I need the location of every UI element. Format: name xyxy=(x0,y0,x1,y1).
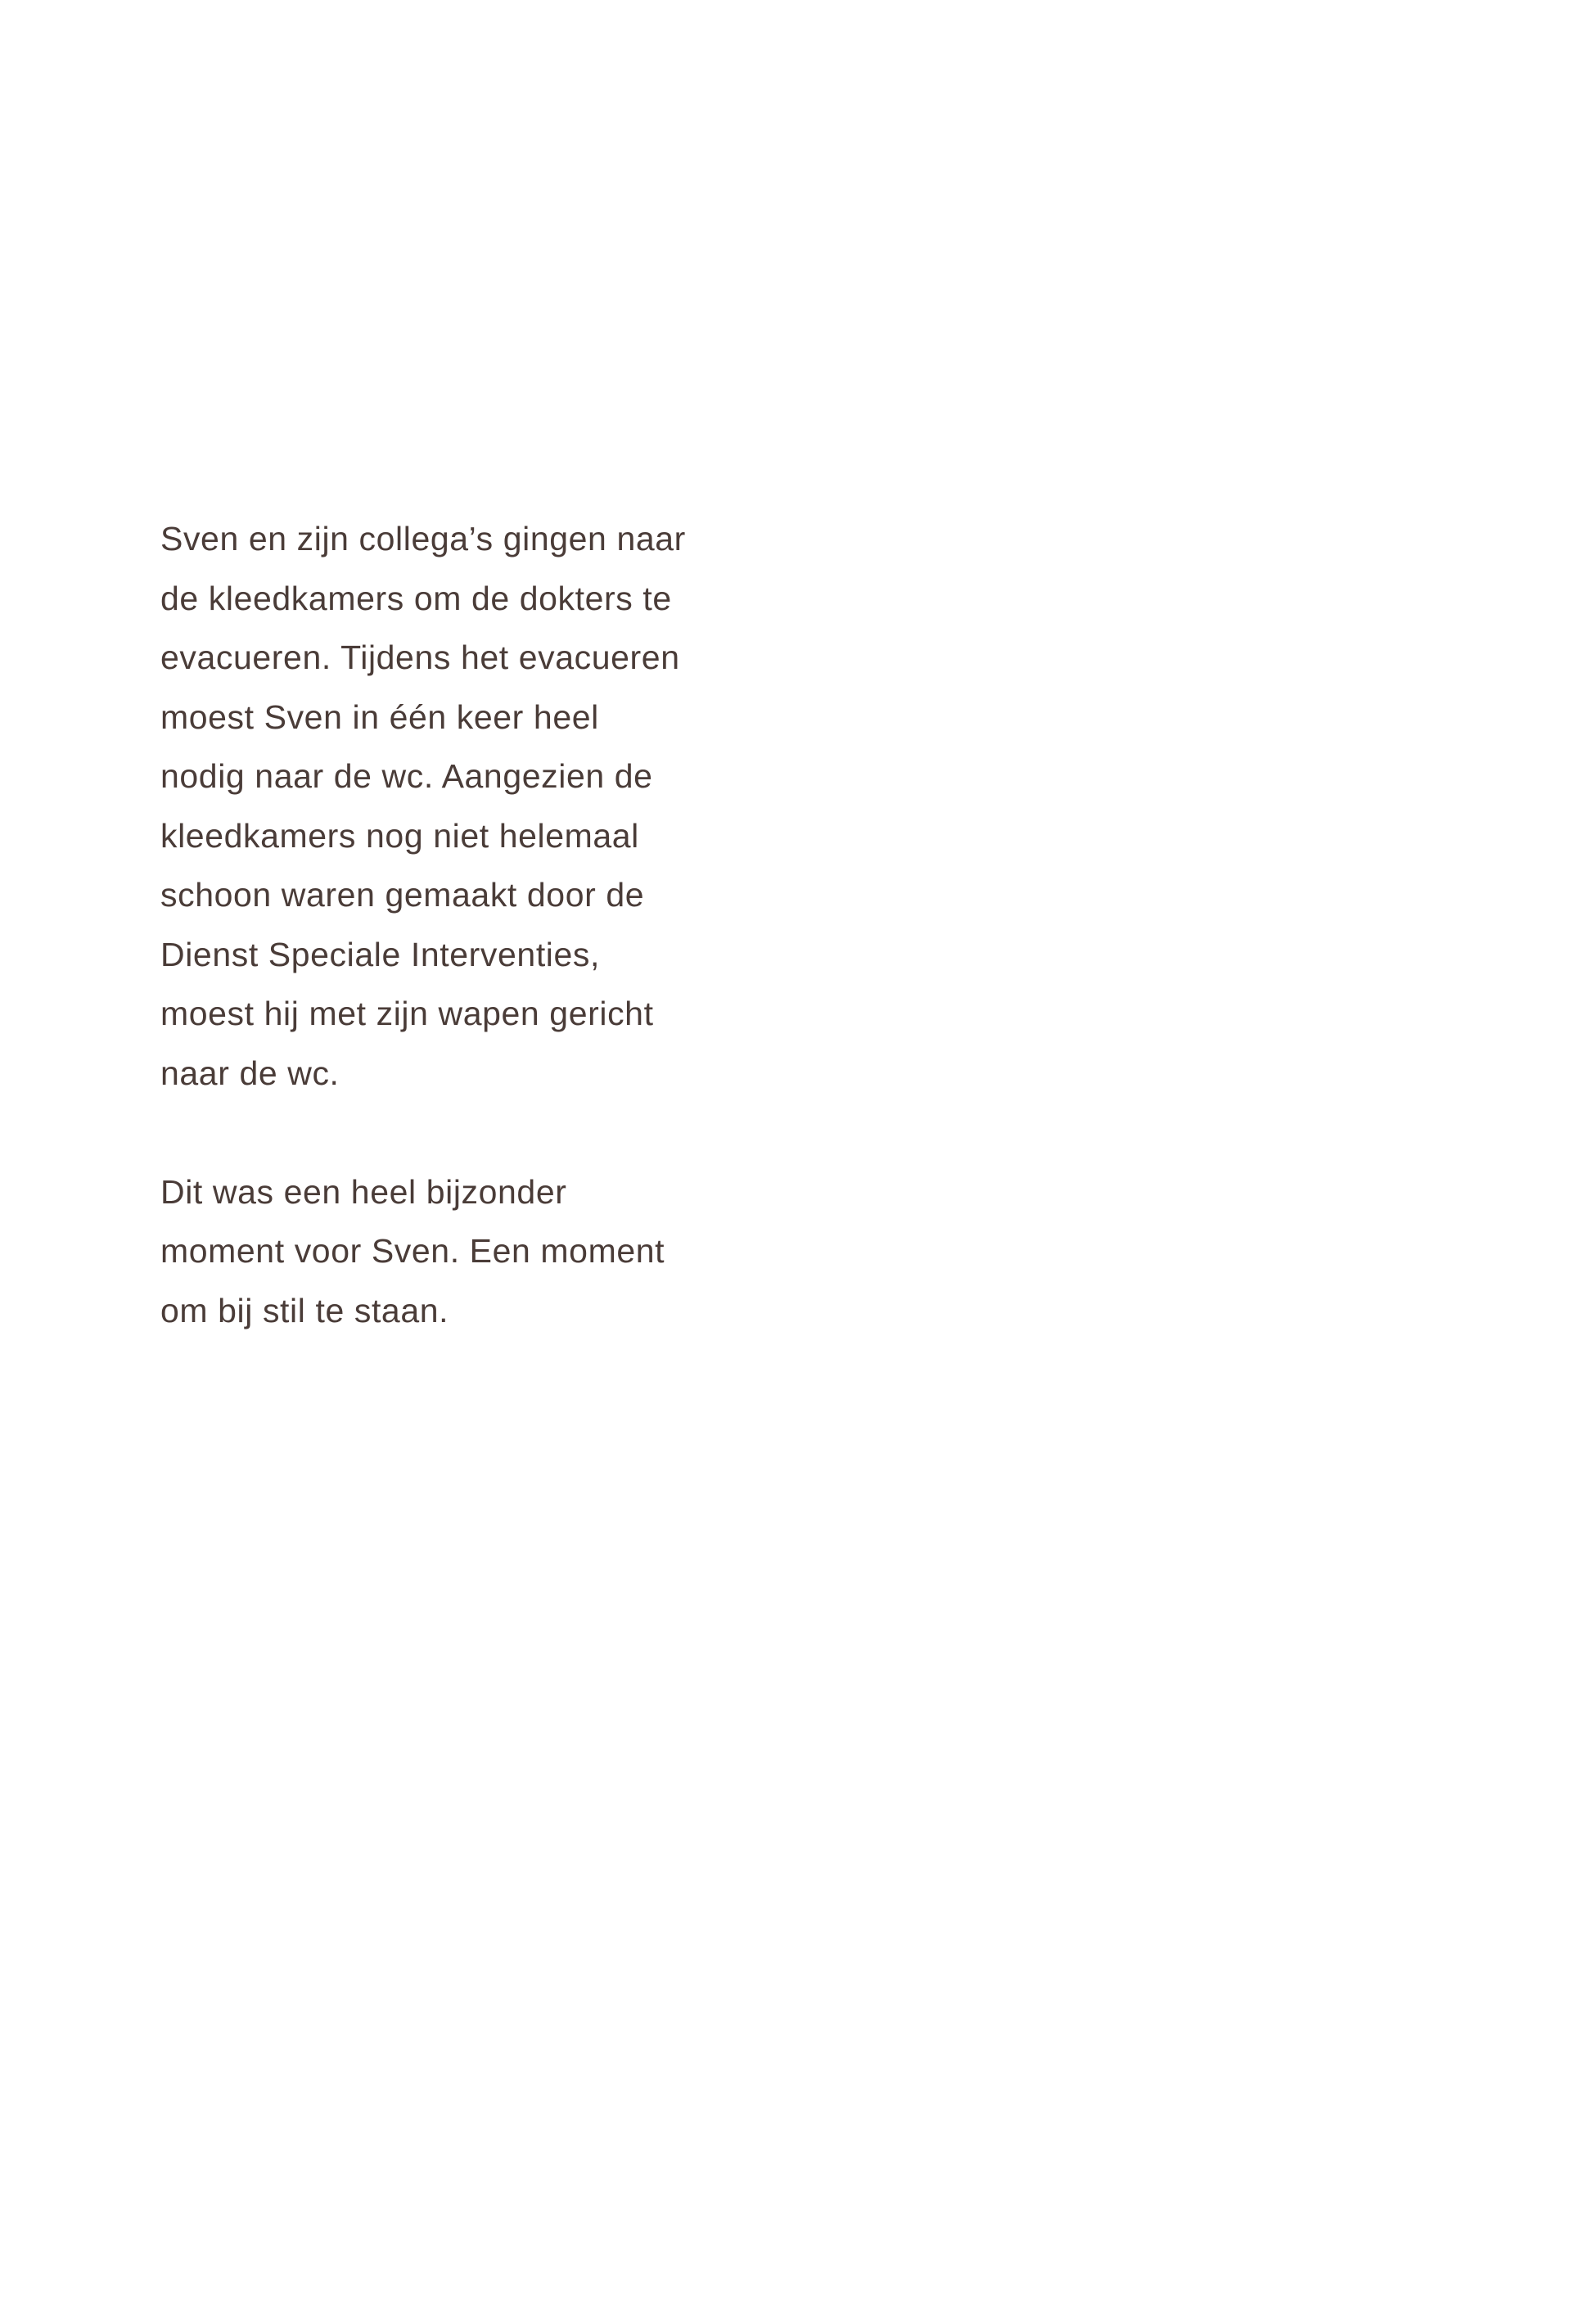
text-line: Dienst Speciale Interventies, xyxy=(160,935,601,973)
text-line: nodig naar de wc. Aangezien de xyxy=(160,757,653,795)
text-line: moment voor Sven. Een moment xyxy=(160,1232,665,1270)
text-line: schoon waren gemaakt door de xyxy=(160,876,645,914)
text-line: Dit was een heel bijzonder xyxy=(160,1172,567,1211)
body-text xyxy=(160,509,782,1340)
text-line: naar de wc. xyxy=(160,1054,340,1092)
text-line: moest hij met zijn wapen gericht xyxy=(160,995,654,1032)
text-line: om bij stil te staan. xyxy=(160,1291,449,1329)
text-line: Sven en zijn collega’s gingen naar xyxy=(160,520,686,557)
text-line: de kleedkamers om de dokters te xyxy=(160,579,672,617)
paragraph-2 xyxy=(160,1162,782,1341)
text-line: kleedkamers nog niet helemaal xyxy=(160,816,639,855)
text-line: moest Sven in één keer heel xyxy=(160,697,599,736)
text-line: evacueren. Tijdens het evacueren xyxy=(160,639,680,676)
paragraph-1 xyxy=(160,509,782,1103)
